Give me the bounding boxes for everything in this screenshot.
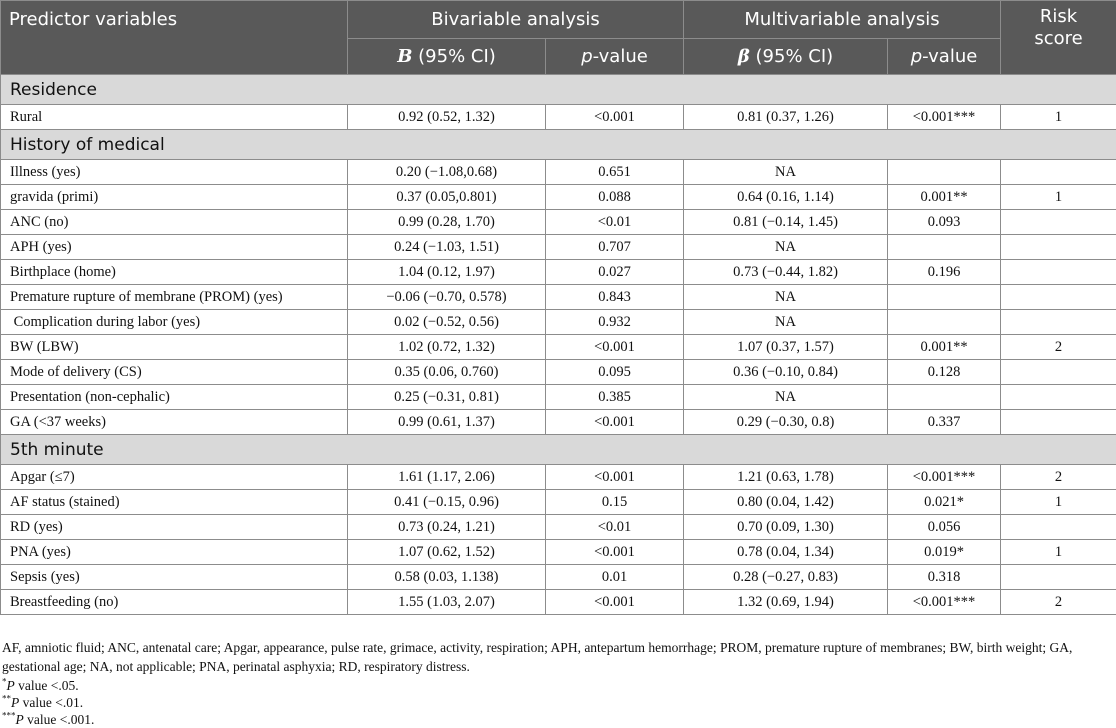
- footnote-p001: ***P value <.001.: [0, 711, 1116, 728]
- risk-score-cell: [1001, 260, 1116, 285]
- section-title: 5th minute: [1, 435, 1116, 465]
- biv-coefficient-cell: 1.61 (1.17, 2.06): [348, 465, 546, 490]
- mult-coefficient-cell: 0.81 (−0.14, 1.45): [684, 210, 888, 235]
- table-row: [1, 335, 1116, 360]
- biv-coefficient-cell: 0.25 (−0.31, 0.81): [348, 385, 546, 410]
- mult-coefficient-cell: NA: [684, 310, 888, 335]
- mult-p-value-cell: 0.318: [888, 565, 1001, 590]
- mult-p-value-cell: 0.128: [888, 360, 1001, 385]
- predictor-name-cell: Illness (yes): [1, 160, 348, 185]
- predictor-name-cell: Mode of delivery (CS): [1, 360, 348, 385]
- biv-p-value-cell: <0.001: [546, 465, 684, 490]
- header-bivariable-analysis: Bivariable analysis: [348, 1, 684, 39]
- mult-p-value-cell: [888, 285, 1001, 310]
- biv-coefficient-cell: 0.24 (−1.03, 1.51): [348, 235, 546, 260]
- footnote-p01: **P value <.01.: [0, 694, 1116, 711]
- table-row: [1, 260, 1116, 285]
- section-row: [1, 435, 1116, 465]
- biv-p-value-cell: <0.001: [546, 335, 684, 360]
- mult-coefficient-cell: 0.80 (0.04, 1.42): [684, 490, 888, 515]
- biv-coefficient-cell: 0.37 (0.05,0.801): [348, 185, 546, 210]
- table-row: [1, 590, 1116, 615]
- mult-p-value-cell: 0.021*: [888, 490, 1001, 515]
- biv-p-value-cell: 0.651: [546, 160, 684, 185]
- biv-p-value-cell: 0.095: [546, 360, 684, 385]
- biv-p-value-cell: 0.088: [546, 185, 684, 210]
- biv-coefficient-cell: 0.99 (0.61, 1.37): [348, 410, 546, 435]
- predictor-name-cell: APH (yes): [1, 235, 348, 260]
- mult-coefficient-cell: 0.73 (−0.44, 1.82): [684, 260, 888, 285]
- risk-score-cell: 2: [1001, 335, 1116, 360]
- header-multivariable-analysis: Multivariable analysis: [684, 1, 1001, 39]
- risk-score-cell: 2: [1001, 590, 1116, 615]
- mult-p-value-cell: 0.019*: [888, 540, 1001, 565]
- risk-score-cell: 1: [1001, 540, 1116, 565]
- section-row: [1, 130, 1116, 160]
- risk-score-cell: [1001, 210, 1116, 235]
- predictor-name-cell: RD (yes): [1, 515, 348, 540]
- table-row: [1, 410, 1116, 435]
- header-row-1: [1, 1, 1116, 39]
- mult-p-value-cell: [888, 385, 1001, 410]
- predictor-name-cell: GA (<37 weeks): [1, 410, 348, 435]
- biv-p-value-cell: <0.001: [546, 410, 684, 435]
- table-row: [1, 465, 1116, 490]
- table-row: [1, 105, 1116, 130]
- biv-p-value-cell: 0.385: [546, 385, 684, 410]
- table-row: [1, 490, 1116, 515]
- biv-coefficient-cell: 0.58 (0.03, 1.138): [348, 565, 546, 590]
- table-body: [1, 75, 1116, 615]
- predictor-name-cell: gravida (primi): [1, 185, 348, 210]
- mult-p-value-cell: 0.337: [888, 410, 1001, 435]
- mult-p-value-cell: 0.056: [888, 515, 1001, 540]
- risk-score-cell: [1001, 515, 1116, 540]
- biv-p-value-cell: <0.001: [546, 590, 684, 615]
- biv-coefficient-cell: 1.02 (0.72, 1.32): [348, 335, 546, 360]
- predictor-name-cell: AF status (stained): [1, 490, 348, 515]
- biv-coefficient-cell: 1.04 (0.12, 1.97): [348, 260, 546, 285]
- mult-coefficient-cell: NA: [684, 385, 888, 410]
- risk-score-cell: 1: [1001, 105, 1116, 130]
- header-risk-score: Risk score: [1001, 1, 1116, 75]
- section-title: Residence: [1, 75, 1116, 105]
- biv-p-value-cell: <0.01: [546, 515, 684, 540]
- predictor-name-cell: ANC (no): [1, 210, 348, 235]
- mult-p-value-cell: 0.093: [888, 210, 1001, 235]
- mult-coefficient-cell: 0.64 (0.16, 1.14): [684, 185, 888, 210]
- risk-score-cell: 2: [1001, 465, 1116, 490]
- mult-p-value-cell: <0.001***: [888, 590, 1001, 615]
- abbreviations-note: AF, amniotic fluid; ANC, antenatal care; Apgar, appearance, pulse rate, grimace, activity, respiration; APH, antepartum hemorrhage; PROM, premature rupture of membranes; BW, birth weight; GA, gestational age; NA, not applicable; PNA, perinatal asphyxia; RD, respiratory distress.: [0, 638, 1116, 676]
- mult-coefficient-cell: 0.29 (−0.30, 0.8): [684, 410, 888, 435]
- mult-p-value-cell: <0.001***: [888, 465, 1001, 490]
- biv-coefficient-cell: 1.07 (0.62, 1.52): [348, 540, 546, 565]
- biv-p-value-cell: <0.01: [546, 210, 684, 235]
- predictor-name-cell: Apgar (≤7): [1, 465, 348, 490]
- biv-p-value-cell: 0.027: [546, 260, 684, 285]
- header-biv-coefficient: B (95% CI): [348, 39, 546, 75]
- mult-p-value-cell: 0.001**: [888, 335, 1001, 360]
- section-row: [1, 75, 1116, 105]
- header-mult-coefficient: β (95% CI): [684, 39, 888, 75]
- table-row: [1, 235, 1116, 260]
- mult-coefficient-cell: NA: [684, 235, 888, 260]
- footnote-p05: *P value <.05.: [0, 677, 1116, 694]
- biv-coefficient-cell: 0.20 (−1.08,0.68): [348, 160, 546, 185]
- mult-p-value-cell: <0.001***: [888, 105, 1001, 130]
- biv-coefficient-cell: 0.92 (0.52, 1.32): [348, 105, 546, 130]
- table-row: [1, 310, 1116, 335]
- mult-p-value-cell: [888, 235, 1001, 260]
- mult-coefficient-cell: 1.07 (0.37, 1.57): [684, 335, 888, 360]
- predictor-name-cell: Birthplace (home): [1, 260, 348, 285]
- risk-score-cell: [1001, 285, 1116, 310]
- predictor-name-cell: Rural: [1, 105, 348, 130]
- predictor-name-cell: Sepsis (yes): [1, 565, 348, 590]
- biv-p-value-cell: <0.001: [546, 105, 684, 130]
- mult-coefficient-cell: 0.81 (0.37, 1.26): [684, 105, 888, 130]
- predictor-name-cell: Presentation (non-cephalic): [1, 385, 348, 410]
- biv-coefficient-cell: 0.35 (0.06, 0.760): [348, 360, 546, 385]
- risk-score-cell: 1: [1001, 185, 1116, 210]
- predictor-name-cell: Premature rupture of membrane (PROM) (yes): [1, 285, 348, 310]
- mult-coefficient-cell: 1.32 (0.69, 1.94): [684, 590, 888, 615]
- risk-score-cell: 1: [1001, 490, 1116, 515]
- predictor-name-cell: BW (LBW): [1, 335, 348, 360]
- header-biv-p-value: p-value: [546, 39, 684, 75]
- risk-score-cell: [1001, 160, 1116, 185]
- predictor-name-cell: PNA (yes): [1, 540, 348, 565]
- biv-p-value-cell: 0.932: [546, 310, 684, 335]
- risk-score-cell: [1001, 310, 1116, 335]
- mult-coefficient-cell: NA: [684, 160, 888, 185]
- table-row: [1, 565, 1116, 590]
- predictor-name-cell: Complication during labor (yes): [1, 310, 348, 335]
- biv-p-value-cell: 0.15: [546, 490, 684, 515]
- header-predictor-variables: Predictor variables: [1, 1, 348, 75]
- risk-score-cell: [1001, 385, 1116, 410]
- risk-score-cell: [1001, 360, 1116, 385]
- risk-score-cell: [1001, 235, 1116, 260]
- mult-p-value-cell: 0.196: [888, 260, 1001, 285]
- biv-coefficient-cell: −0.06 (−0.70, 0.578): [348, 285, 546, 310]
- table-row: [1, 515, 1116, 540]
- mult-coefficient-cell: 0.78 (0.04, 1.34): [684, 540, 888, 565]
- biv-coefficient-cell: 0.73 (0.24, 1.21): [348, 515, 546, 540]
- mult-coefficient-cell: 0.36 (−0.10, 0.84): [684, 360, 888, 385]
- table-row: [1, 185, 1116, 210]
- biv-p-value-cell: 0.01: [546, 565, 684, 590]
- table-row: [1, 385, 1116, 410]
- biv-p-value-cell: 0.843: [546, 285, 684, 310]
- risk-score-cell: [1001, 565, 1116, 590]
- biv-coefficient-cell: 0.02 (−0.52, 0.56): [348, 310, 546, 335]
- biv-p-value-cell: <0.001: [546, 540, 684, 565]
- table-footnotes: [0, 638, 1116, 728]
- mult-coefficient-cell: NA: [684, 285, 888, 310]
- mult-p-value-cell: [888, 160, 1001, 185]
- biv-coefficient-cell: 1.55 (1.03, 2.07): [348, 590, 546, 615]
- biv-coefficient-cell: 0.99 (0.28, 1.70): [348, 210, 546, 235]
- header-mult-p-value: p-value: [888, 39, 1001, 75]
- biv-p-value-cell: 0.707: [546, 235, 684, 260]
- table-row: [1, 285, 1116, 310]
- risk-score-cell: [1001, 410, 1116, 435]
- mult-p-value-cell: [888, 310, 1001, 335]
- biv-coefficient-cell: 0.41 (−0.15, 0.96): [348, 490, 546, 515]
- table-row: [1, 360, 1116, 385]
- table-row: [1, 540, 1116, 565]
- table-row: [1, 160, 1116, 185]
- table-row: [1, 210, 1116, 235]
- mult-p-value-cell: 0.001**: [888, 185, 1001, 210]
- mult-coefficient-cell: 0.28 (−0.27, 0.83): [684, 565, 888, 590]
- mult-coefficient-cell: 1.21 (0.63, 1.78): [684, 465, 888, 490]
- mult-coefficient-cell: 0.70 (0.09, 1.30): [684, 515, 888, 540]
- predictor-name-cell: Breastfeeding (no): [1, 590, 348, 615]
- section-title: History of medical: [1, 130, 1116, 160]
